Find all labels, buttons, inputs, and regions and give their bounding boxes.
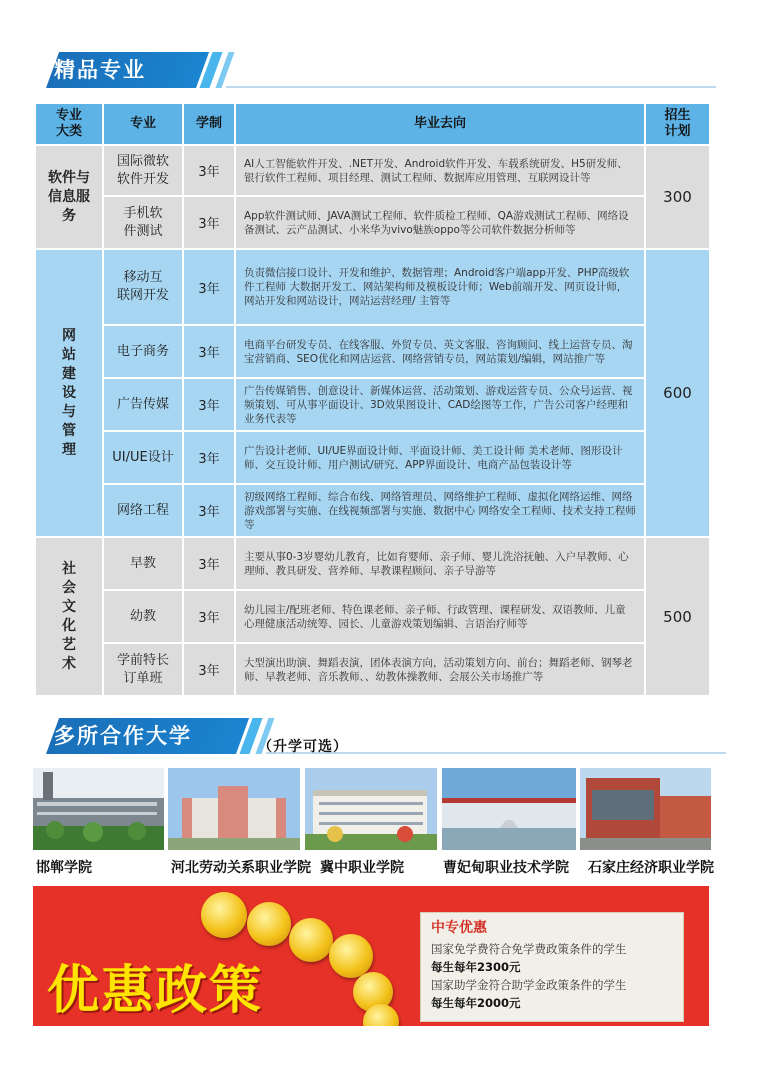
policy-box: [420, 912, 684, 1022]
university-photo-labor: [168, 768, 300, 850]
table-row: [36, 146, 709, 195]
section-banner-majors: [36, 52, 736, 88]
coin-icon: [363, 1004, 399, 1026]
major-cell: 移动互 联网开发: [104, 250, 182, 324]
career-cell: 幼儿园主/配班老师、特色课老师、亲子师、行政管理、课程研发、双语教师、儿童心理健康活动统筹、园长、儿童游戏策划编辑、言语治疗师等: [236, 591, 644, 642]
table-row: [36, 591, 709, 642]
years-cell: 3年: [184, 591, 234, 642]
policy-line: 每生每年2300元: [431, 960, 521, 974]
table-row: [36, 326, 709, 377]
coin-icon: [247, 902, 291, 946]
university-photo-jizhong: [305, 768, 437, 850]
policy-line: 每生每年2000元: [431, 996, 521, 1010]
plan-cell: 600: [646, 250, 709, 536]
coin-icon: [201, 892, 247, 938]
header-plan: 招生 计划: [646, 104, 709, 144]
majors-table: [34, 102, 711, 697]
years-cell: 3年: [184, 644, 234, 695]
table-row: [36, 197, 709, 248]
career-cell: 广告设计老师、UI/UE界面设计师、平面设计师、美工设计师 美术老师、图形设计师、交互设计师、用户测试/研究、APP界面设计、电商产品包装设计等: [236, 432, 644, 483]
major-cell: 网络工程: [104, 485, 182, 536]
career-cell: AI人工智能软件开发、.NET开发、Android软件开发、车载系统研发、H5研发师、银行软件工程师、项目经理、测试工程师、数据库应用管理、互联网设计等: [236, 146, 644, 195]
years-cell: 3年: [184, 146, 234, 195]
career-cell: 主要从事0-3岁婴幼儿教育，比如育婴师、亲子师、婴儿洗浴抚触、入户早教师、心理师、教具研发、营养师、早教课程顾问、亲子导游等: [236, 538, 644, 589]
university-photo-shijiazhuang: [580, 768, 711, 850]
policy-headline: 优惠政策: [47, 961, 264, 1021]
section-subtitle: （升学可选）: [258, 739, 348, 755]
years-cell: 3年: [184, 197, 234, 248]
table-header-row: [36, 104, 709, 144]
plan-cell: 300: [646, 146, 709, 248]
coin-icon: [289, 918, 333, 962]
years-cell: 3年: [184, 485, 234, 536]
major-cell: 幼教: [104, 591, 182, 642]
header-career: 毕业去向: [236, 104, 644, 144]
section-title: 多所合作大学: [54, 724, 192, 748]
major-cell: 国际微软 软件开发: [104, 146, 182, 195]
policy-line: 国家免学费符合免学费政策条件的学生: [431, 942, 627, 956]
university-name: 曹妃甸职业技术学院: [443, 860, 569, 876]
years-cell: 3年: [184, 250, 234, 324]
university-name: 冀中职业学院: [320, 860, 404, 876]
coin-icon: [329, 934, 373, 978]
university-name: 河北劳动关系职业学院: [171, 860, 311, 876]
university-photo-handan: [33, 768, 164, 850]
table-row: [36, 379, 709, 430]
plan-cell: 500: [646, 538, 709, 695]
policy-box-title: 中专优惠: [431, 920, 487, 936]
header-major: 专业: [104, 104, 182, 144]
major-cell: UI/UE设计: [104, 432, 182, 483]
university-name: 石家庄经济职业学院: [588, 860, 714, 876]
section-banner-universities: [36, 718, 736, 754]
career-cell: 负责微信接口设计、开发和维护、数据管理；Android客户端app开发、PHP高级软件工程师 大数据开发工、网站架构师及模板设计师；Web前端开发、网页设计师，网站开发和网站设计，网站运营经理/ 主管等: [236, 250, 644, 324]
career-cell: 广告传媒销售、创意设计、新媒体运营、活动策划、游戏运营专员、公众号运营、视频策划、可从事平面设计、3D效果图设计、CAD绘图等工作，广告公司客户经理和业务代表等: [236, 379, 644, 430]
table-row: [36, 250, 709, 324]
years-cell: 3年: [184, 538, 234, 589]
category-cell: 软件与信息服务: [36, 146, 102, 248]
policy-banner: [33, 886, 709, 1026]
career-cell: 电商平台研发专员、在线客服、外贸专员、英文客服、咨询顾问、线上运营专员、淘宝营销商、SEO优化和网店运营、网络营销专员，网站策划/编辑，网站推广等: [236, 326, 644, 377]
table-row: [36, 644, 709, 695]
major-cell: 广告传媒: [104, 379, 182, 430]
category-cell: 社会文化艺术: [36, 538, 102, 695]
header-category: 专业 大类: [36, 104, 102, 144]
category-cell: 网站建设与管理: [36, 250, 102, 536]
section-title: 精品专业: [54, 58, 146, 82]
major-cell: 电子商务: [104, 326, 182, 377]
years-cell: 3年: [184, 379, 234, 430]
years-cell: 3年: [184, 432, 234, 483]
header-years: 学制: [184, 104, 234, 144]
major-cell: 手机软 件测试: [104, 197, 182, 248]
table-row: [36, 538, 709, 589]
career-cell: App软件测试师、JAVA测试工程师、软件质检工程师、QA游戏测试工程师、网络设备测试、云产品测试、小米华为vivo魅族oppo等公司软件数据分析师等: [236, 197, 644, 248]
career-cell: 初级网络工程师、综合布线、网络管理员、网络维护工程师、虚拟化网络运维、网络游戏部署与实施、在线视频部署与实施、数据中心 网络安全工程师、技术支持工程师等: [236, 485, 644, 536]
policy-line: 国家助学金符合助学金政策条件的学生: [431, 978, 627, 992]
table-row: [36, 432, 709, 483]
career-cell: 大型演出助演、舞蹈表演，团体表演方向，活动策划方向、前台；舞蹈老师、钢琴老师、早教老师、音乐教师、、幼教体操教师、会展公关市场推广等: [236, 644, 644, 695]
table-row: [36, 485, 709, 536]
major-cell: 学前特长 订单班: [104, 644, 182, 695]
university-photo-caofeidian: [442, 768, 576, 850]
major-cell: 早教: [104, 538, 182, 589]
years-cell: 3年: [184, 326, 234, 377]
university-name: 邯郸学院: [36, 860, 92, 876]
